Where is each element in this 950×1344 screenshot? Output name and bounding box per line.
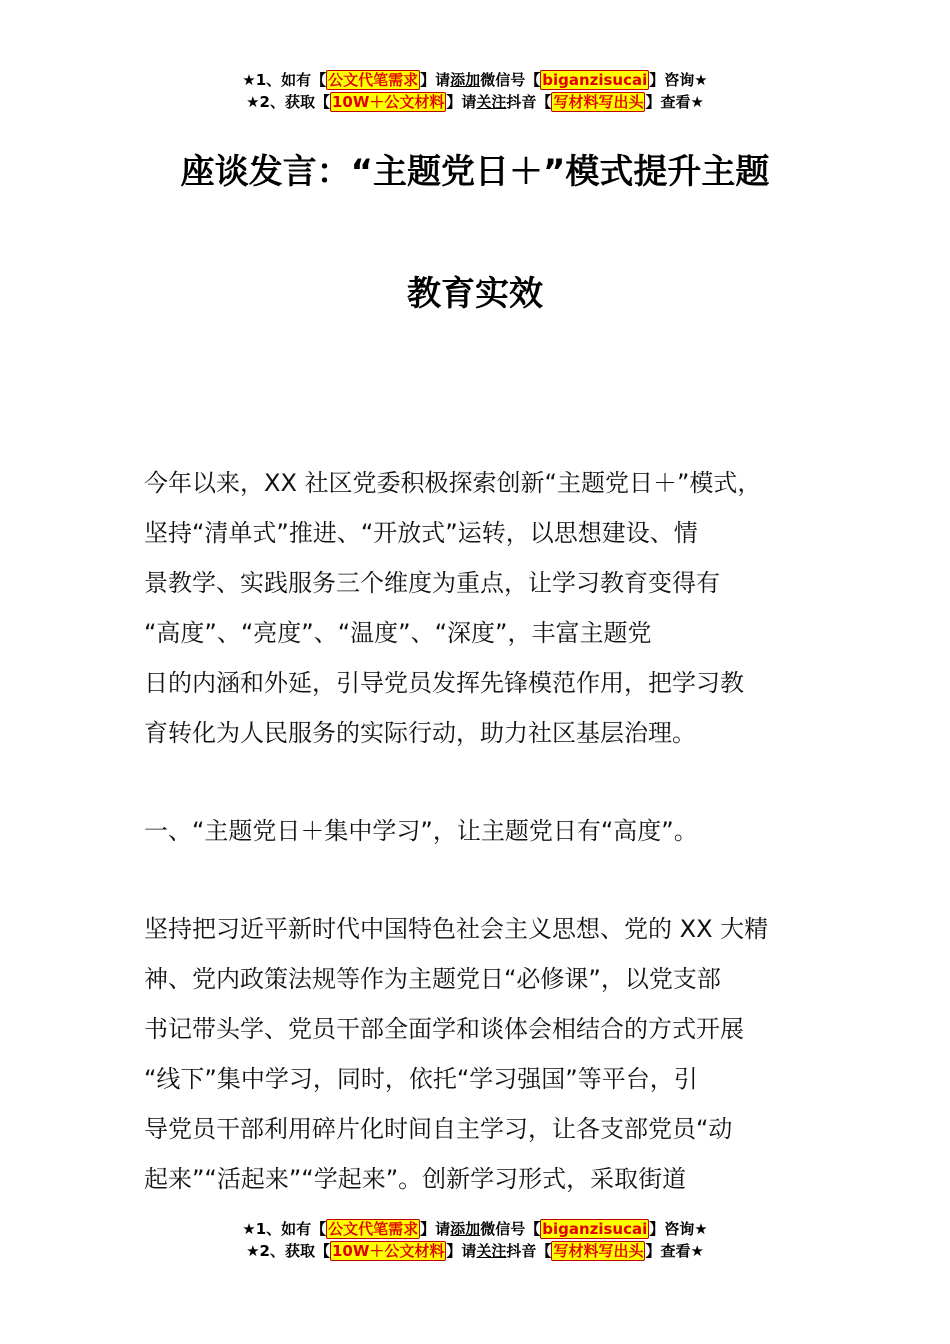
highlight-service: 公文代笔需求 — [328, 1220, 419, 1238]
highlight-service: 公文代笔需求 — [328, 71, 419, 89]
promo-line-2: ★2、获取【 10W＋公文材料 】请关注抖音【 写材料写出头 】查看★ — [246, 93, 704, 111]
heading-text: 一、“主题党日＋集中学习”，让主题党日有“高度”。 — [144, 817, 698, 845]
star-icon: ★ — [694, 1220, 708, 1238]
promo-line-2: ★2、获取【 10W＋公文材料 】请关注抖音【 写材料写出头 】查看★ — [246, 1242, 704, 1260]
text-line: “线下”集中学习，同时，依托“学习强国”等平台，引 — [144, 1065, 698, 1093]
star-icon: ★ — [694, 71, 708, 89]
promo-banner-top — [0, 69, 950, 113]
text-line: 日的内涵和外延，引导党员发挥先锋模范作用，把学习教 — [144, 669, 744, 697]
text-line: 今年以来，XX 社区党委积极探索创新“主题党日＋”模式， — [144, 469, 762, 497]
promo-line-1: ★1、如有【 公文代笔需求 】请添加微信号【 biganzisucai 】咨询★ — [242, 71, 708, 89]
text-line: 坚持“清单式”推进、“开放式”运转，以思想建设、情 — [144, 519, 698, 547]
text-line: 坚持把习近平新时代中国特色社会主义思想、党的 XX 大精 — [144, 915, 769, 943]
text-line: 书记带头学、党员干部全面学和谈体会相结合的方式开展 — [144, 1015, 744, 1043]
text-line: “高度”、“亮度”、“温度”、“深度”，丰富主题党 — [144, 619, 652, 647]
promo-line-1: ★1、如有【 公文代笔需求 】请添加微信号【 biganzisucai 】咨询★ — [242, 1220, 708, 1238]
paragraph-intro — [144, 458, 834, 758]
highlight-materials: 10W＋公文材料 — [331, 1242, 445, 1260]
highlight-materials: 10W＋公文材料 — [331, 93, 445, 111]
text-line: 景教学、实践服务三个维度为重点，让学习教育变得有 — [144, 569, 720, 597]
star-icon: ★ — [246, 93, 260, 111]
star-icon: ★ — [690, 1242, 704, 1260]
promo-banner-bottom — [0, 1218, 950, 1262]
text-line: 育转化为人民服务的实际行动，助力社区基层治理。 — [144, 719, 696, 747]
highlight-wechat-id: biganzisucai — [542, 71, 648, 89]
section-heading-1 — [144, 806, 834, 856]
highlight-wechat-id: biganzisucai — [542, 1220, 648, 1238]
star-icon: ★ — [242, 1220, 256, 1238]
star-icon: ★ — [690, 93, 704, 111]
star-icon: ★ — [242, 71, 256, 89]
paragraph-section-1 — [144, 904, 834, 1204]
text-line: 起来”“活起来”“学起来”。创新学习形式，采取街道 — [144, 1165, 687, 1193]
highlight-douyin: 写材料写出头 — [553, 1242, 644, 1260]
document-title-line-2: 教育实效 — [407, 274, 543, 314]
highlight-douyin: 写材料写出头 — [553, 93, 644, 111]
text-line: 导党员干部利用碎片化时间自主学习，让各支部党员“动 — [144, 1115, 733, 1143]
document-title-line-1: 座谈发言：“主题党日＋”模式提升主题 — [180, 152, 770, 192]
star-icon: ★ — [246, 1242, 260, 1260]
text-line: 神、党内政策法规等作为主题党日“必修课”，以党支部 — [144, 965, 721, 993]
